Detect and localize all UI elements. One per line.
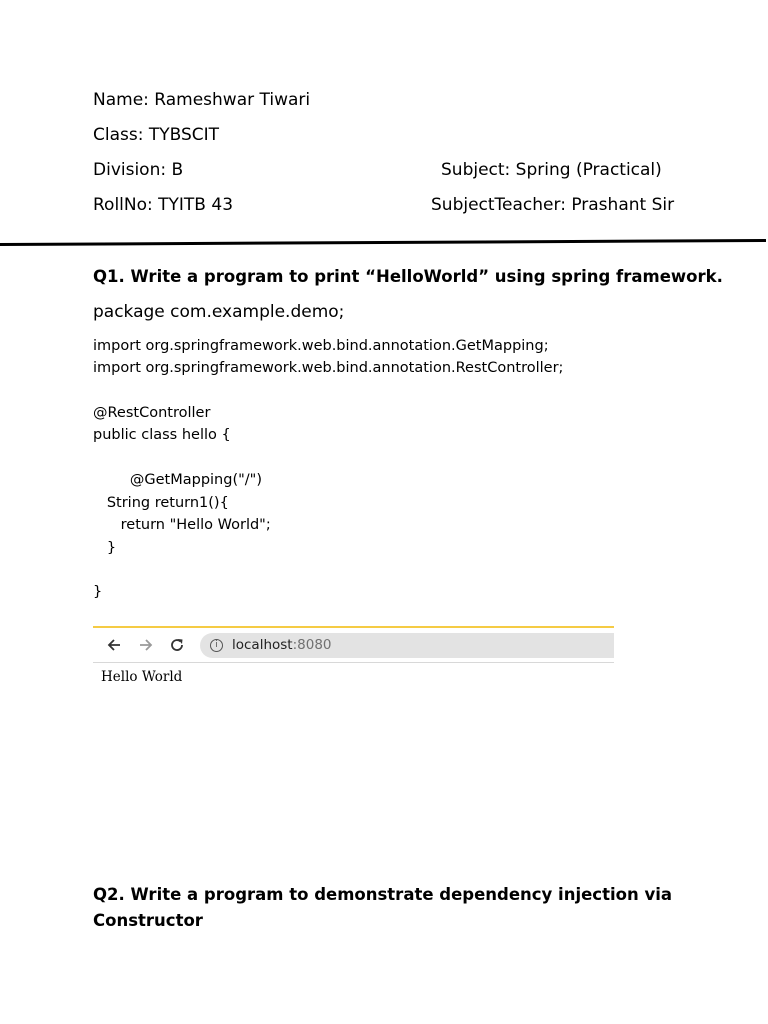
student-rollno: RollNo: TYITB 43 [93,195,234,215]
code-line: String return1(){ [93,495,229,511]
q1-heading: Q1. Write a program to print “HelloWorld” using spring framework. [93,267,723,286]
info-icon[interactable]: i [210,639,223,652]
forward-arrow-icon[interactable] [137,636,155,654]
code-line: @GetMapping("/") [93,472,262,488]
back-arrow-icon[interactable] [105,636,123,654]
q2-heading: Q2. Write a program to demonstrate dependency injection via [93,885,672,904]
browser-page-content: Hello World [101,669,183,685]
student-class: Class: TYBSCIT [93,125,220,145]
code-line: import org.springframework.web.bind.annotation.GetMapping; [93,338,549,354]
package-line: package com.example.demo; [93,302,345,322]
q2-heading-continued: Constructor [93,911,203,930]
code-line: return "Hello World"; [93,517,271,533]
subject-teacher: SubjectTeacher: Prashant Sir [431,195,675,215]
address-bar[interactable] [200,633,614,658]
code-line: @RestController [93,405,211,421]
subject: Subject: Spring (Practical) [441,160,662,180]
student-division: Division: B [93,160,184,180]
code-line: } [93,540,117,556]
code-line: public class hello { [93,427,231,443]
url-text: localhost:8080 [232,637,332,653]
reload-icon[interactable] [168,636,186,654]
code-line: } [93,584,103,600]
student-name: Name: Rameshwar Tiwari [93,90,311,110]
horizontal-rule [0,239,766,246]
code-line: import org.springframework.web.bind.annotation.RestController; [93,360,564,376]
browser-screenshot [93,626,614,688]
browser-toolbar [93,628,614,663]
